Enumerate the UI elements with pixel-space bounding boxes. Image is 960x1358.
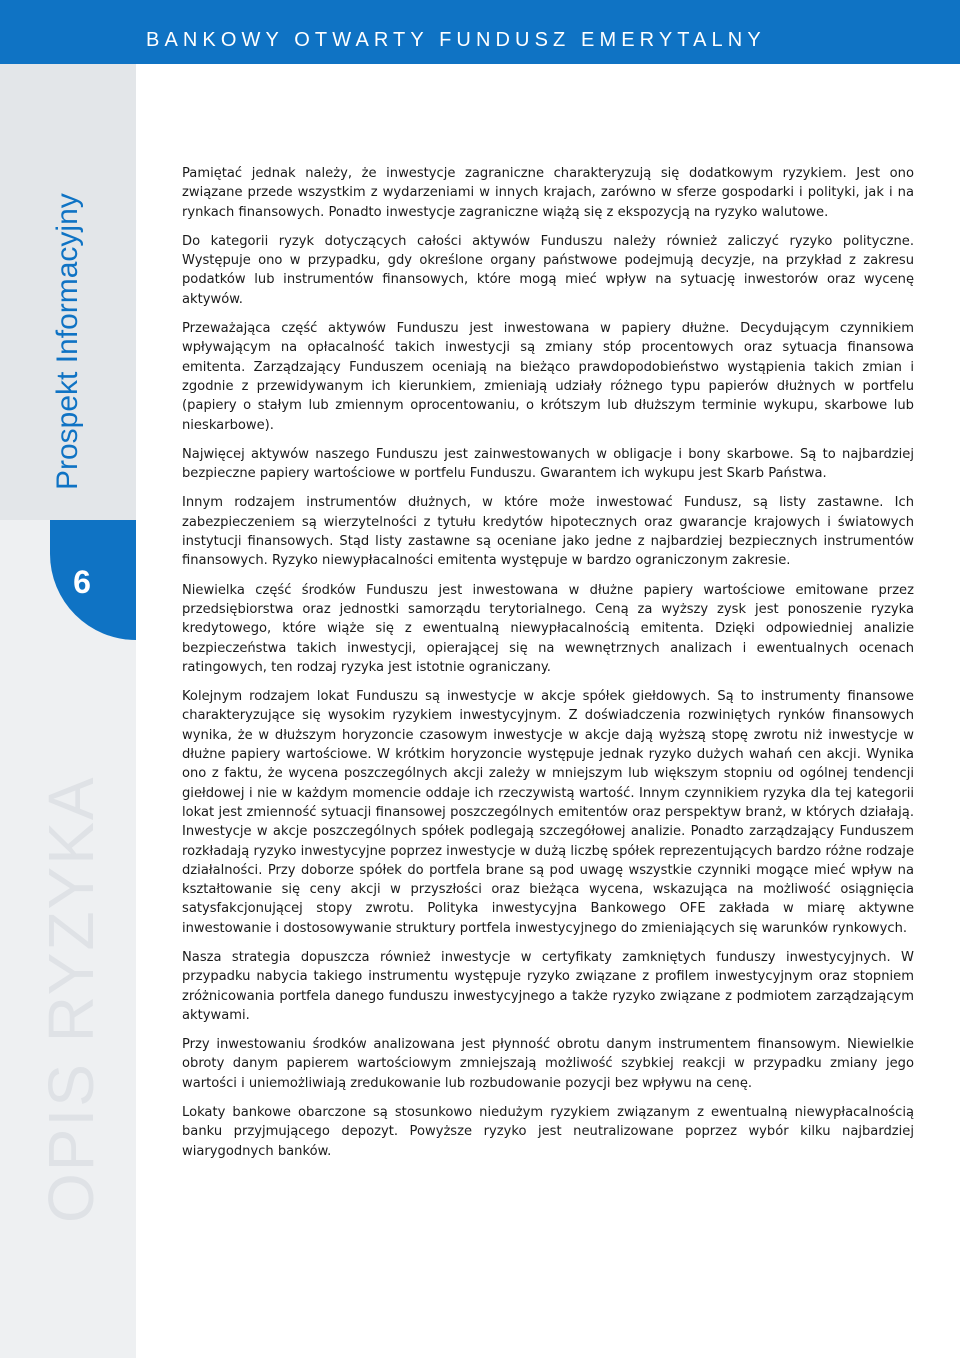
paragraph: Pamiętać jednak należy, że inwestycje zagraniczne charakteryzują się dodatkowym ryzykiem. Jest ono związane przede wszystkim z wydarzeniami w innych krajach, zarówno w sferze gospodarki i polityki, jak i na rynkach finansowych. Ponadto inwestycje zagraniczne wiążą się z ekspozycją na ryzyko walutowe.: [182, 166, 914, 220]
paragraph: Przy inwestowaniu środków analizowana jest płynność obrotu danym instrumentem finansowym. Niewielkie obroty danym papierem wartościowym zmniejszają możliwość szybkiej reakcji w przypadku zmiany jego wartości i uniemożliwiają zredukowanie lub rozbudowanie pozycji bez wpływu na cenę.: [182, 1037, 914, 1091]
page-number: 6: [73, 564, 91, 600]
header-bar: [0, 0, 960, 64]
document-title: BANKOWY OTWARTY FUNDUSZ EMERYTALNY: [146, 29, 766, 51]
paragraph: Nasza strategia dopuszcza również inwestycje w certyfikaty zamkniętych funduszy inwestycyjnych. W przypadku nabycia takiego instrumentu występuje ryzyko związane z profilem inwestycyjnym oraz stopniem zróżnicowania portfela danego funduszu inwestycyjnego a także ryzyko związane z podmiotem zarządzającym aktywami.: [182, 949, 914, 1023]
paragraph: Niewielka część środków Funduszu jest inwestowana w dłużne papiery wartościowe emitowane przez przedsiębiorstwa oraz jednostki samorządu terytorialnego. Ceną za wyższy zysk jest ponoszenie ryzyka kredytowego, które wiąże się z ewentualną niewypłacalnością emitenta. Dzięki odpowiedniej analizie bezpieczeństwa takich inwestycji, opierającej się na wewnętrznych analizach i ewentualnych ocenach ratingowych, ten rodzaj ryzyka jest istotnie ograniczany.: [182, 582, 914, 675]
body-text: [182, 164, 914, 1171]
paragraph: Przeważająca część aktywów Funduszu jest inwestowana w papiery dłużne. Decydującym czynnikiem wpływającym na opłacalność takich inwestycji są zmiany stóp procentowych oraz sytuacja finansowa emitenta. Zarządzający Funduszem oceniają na bieżąco prawdopodobieństwo wystąpienia takich zmian i zgodnie z przewidywanym ich kierunkiem, zmieniają udziały różnego typu papierów dłużnych w portfelu (papiery o stałym lub zmiennym oprocentowaniu, o krótszym lub dłuższym terminie wykupu, skarbowe lub nieskarbowe).: [182, 321, 914, 433]
paragraph: Innym rodzajem instrumentów dłużnych, w które może inwestować Fundusz, są listy zastawne. Ich zabezpieczeniem są wierzytelności z tytułu kredytów hipotecznych oraz gwarancje krajowych i światowych instytucji finansowych. Stąd listy zastawne są oceniane jako jedne z najbardziej bezpiecznych instrumentów finansowych. Ryzyko niewypłacalności emitenta występuje w bardzo ograniczonym zakresie.: [182, 495, 914, 569]
paragraph: Lokaty bankowe obarczone są stosunkowo niedużym ryzykiem związanym z ewentualną niewypłacalnością banku przyjmującego depozyt. Powyższe ryzyko jest neutralizowane poprzez wybór kilku najbardziej wiarygodnych banków.: [182, 1105, 914, 1159]
paragraph: Najwięcej aktywów naszego Funduszu jest zainwestowanych w obligacje i bony skarbowe. Są to najbardziej bezpieczne papiery wartościowe w portfelu Funduszu. Gwarantem ich wykupu jest Skarb Państwa.: [182, 446, 914, 482]
paragraph: Do kategorii ryzyk dotyczących całości aktywów Funduszu należy również zaliczyć ryzyko polityczne. Występuje ono w przypadku, gdy określone organy państwowe podejmują decyzje, na przykład z zakresu podatków lub instrumentów finansowych, które mogą mieć wpływ na sytuację inwestorów oraz wycenę aktywów.: [182, 233, 914, 307]
paragraph: Kolejnym rodzajem lokat Funduszu są inwestycje w akcje spółek giełdowych. Są to instrumenty finansowe charakteryzujące się wysokim ryzykiem inwestycyjnym. Z doświadczenia rozwiniętych rynków finansowych wynika, że w dłuższym horyzoncie czasowym inwestycje w akcje dają wyższą stopę zwrotu niż inwestycje w dłużne papiery wartościowe. W krótkim horyzoncie występuje jednak ryzyko dużych wahań cen akcji. Wynika ono z faktu, że wycena poszczególnych akcji zależy w mniejszym lub większym stopniu od ogólnej tendencji giełdowej i nie w każdym momencie oddaje ich rzeczywistą wartość. Innym czynnikiem ryzyka dla tej kategorii lokat jest zmienność sytuacji finansowej poszczególnych emitentów oraz perspektyw branż, w których działają. Inwestycje w akcje poszczególnych spółek podlegają szczegółowej analizie. Ponadto zarządzający Funduszem rozkładają ryzyko inwestycyjne poprzez inwestycje w dużą liczbę spółek reprezentujących bardzo różne rodzaje działalności. Przy doborze spółek do portfela brane są pod uwagę wszystkie czynniki mogące mieć wpływ na kształtowanie się ceny akcji w przyszłości oraz bieżąca wycena, wskazująca na możliwość osiągnięcia satysfakcjonującej stopy zwrotu. Polityka inwestycyjna Bankowego OFE zakłada w miarę aktywne inwestowanie i dostosowywanie struktury portfela inwestycyjnego do zmieniających się warunków rynkowych.: [182, 689, 914, 936]
